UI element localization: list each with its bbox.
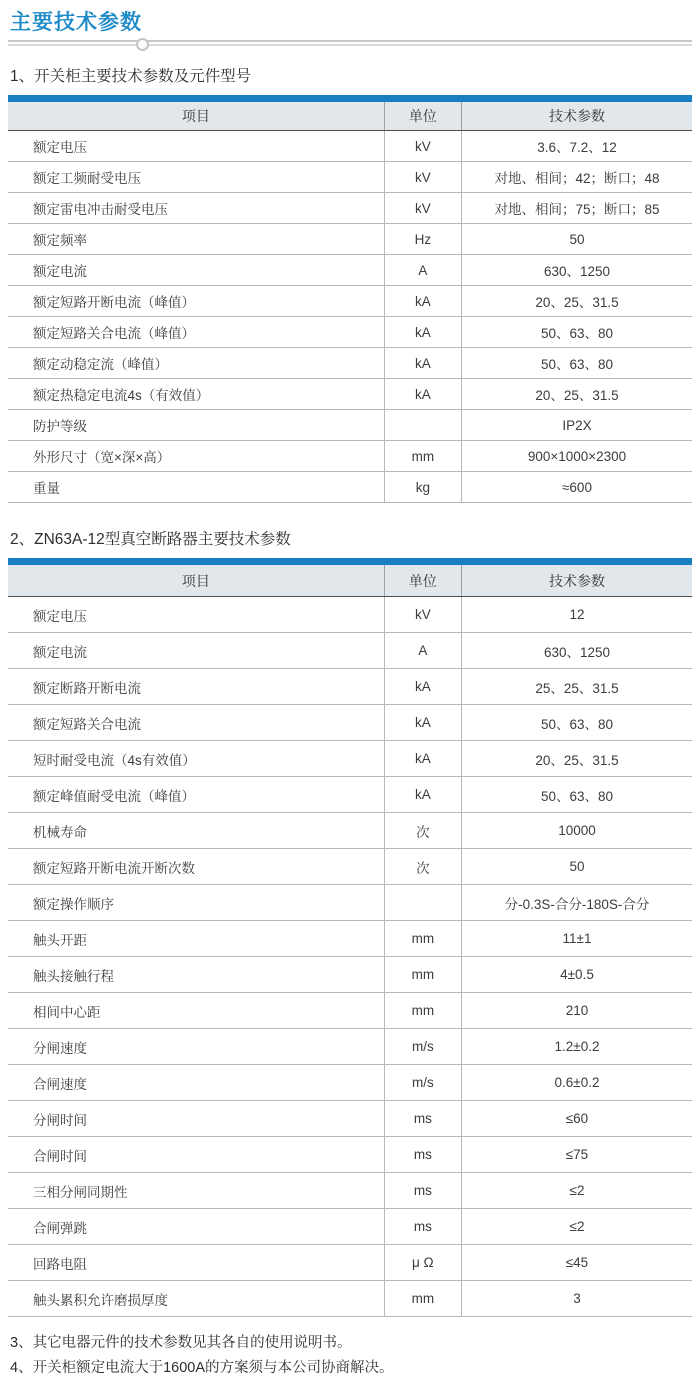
- param-value: 20、25、31.5: [461, 741, 692, 777]
- param-value: 10000: [461, 813, 692, 849]
- param-unit: 次: [384, 813, 461, 849]
- param-unit: mm: [384, 921, 461, 957]
- param-value: 210: [461, 993, 692, 1029]
- param-value: ≤2: [461, 1209, 692, 1245]
- param-value: 11±1: [461, 921, 692, 957]
- table-header-row: [8, 565, 692, 597]
- footer-notes: [10, 1331, 692, 1381]
- table-row: [8, 597, 692, 633]
- column-header-unit: 单位: [384, 102, 461, 131]
- catalog-page: [0, 9, 700, 1381]
- param-label: 相间中心距: [8, 993, 384, 1029]
- param-unit: kV: [384, 162, 461, 193]
- note-3: 3、其它电器元件的技术参数见其各自的使用说明书。: [10, 1335, 352, 1351]
- column-header-value: 技术参数: [461, 565, 692, 597]
- table-row: [8, 193, 692, 224]
- param-label: 额定断路开断电流: [8, 669, 384, 705]
- table-row: [8, 1101, 692, 1137]
- param-label: 额定工频耐受电压: [8, 162, 384, 193]
- param-label: 合闸速度: [8, 1065, 384, 1101]
- table-row: [8, 849, 692, 885]
- table-row: [8, 131, 692, 162]
- table-row: [8, 741, 692, 777]
- param-value: 50、63、80: [461, 777, 692, 813]
- divider-circle-ornament: [136, 38, 149, 51]
- table-row: [8, 1245, 692, 1281]
- param-unit: kA: [384, 379, 461, 410]
- param-label: 外形尺寸（宽×深×高）: [8, 441, 384, 472]
- table-row: [8, 255, 692, 286]
- param-label: 额定短路开断电流开断次数: [8, 849, 384, 885]
- param-unit: kg: [384, 472, 461, 503]
- table-row: [8, 921, 692, 957]
- param-unit: A: [384, 633, 461, 669]
- param-label: 额定雷电冲击耐受电压: [8, 193, 384, 224]
- table-row: [8, 993, 692, 1029]
- param-unit: 次: [384, 849, 461, 885]
- param-value: 4±0.5: [461, 957, 692, 993]
- param-value: 630、1250: [461, 255, 692, 286]
- param-unit: kA: [384, 348, 461, 379]
- param-unit: μ Ω: [384, 1245, 461, 1281]
- param-label: 合闸弹跳: [8, 1209, 384, 1245]
- param-unit: kA: [384, 705, 461, 741]
- param-label: 三相分闸同期性: [8, 1173, 384, 1209]
- param-unit: kV: [384, 131, 461, 162]
- param-label: 回路电阻: [8, 1245, 384, 1281]
- param-value: 20、25、31.5: [461, 286, 692, 317]
- param-value: 50、63、80: [461, 705, 692, 741]
- table-row: [8, 1029, 692, 1065]
- param-label: 合闸时间: [8, 1137, 384, 1173]
- section-1-heading: 1、开关柜主要技术参数及元件型号: [10, 68, 252, 85]
- param-value: 3.6、7.2、12: [461, 131, 692, 162]
- param-label: 额定峰值耐受电流（峰值）: [8, 777, 384, 813]
- param-label: 额定电压: [8, 131, 384, 162]
- table-row: [8, 410, 692, 441]
- table-row: [8, 813, 692, 849]
- param-value: ≤75: [461, 1137, 692, 1173]
- param-label: 防护等级: [8, 410, 384, 441]
- param-label: 触头开距: [8, 921, 384, 957]
- param-label: 额定电流: [8, 255, 384, 286]
- column-header-value: 技术参数: [461, 102, 692, 131]
- param-unit: Hz: [384, 224, 461, 255]
- table-accent-bar: [8, 558, 692, 565]
- param-label: 分闸时间: [8, 1101, 384, 1137]
- param-value: 900×1000×2300: [461, 441, 692, 472]
- param-label: 额定电压: [8, 597, 384, 633]
- param-unit: m/s: [384, 1029, 461, 1065]
- table-row: [8, 162, 692, 193]
- param-unit: kA: [384, 286, 461, 317]
- param-unit: mm: [384, 993, 461, 1029]
- param-value: 50、63、80: [461, 348, 692, 379]
- title-divider: [8, 40, 692, 46]
- section-2-heading: 2、ZN63A-12型真空断路器主要技术参数: [10, 531, 291, 548]
- table-row: [8, 705, 692, 741]
- param-label: 额定频率: [8, 224, 384, 255]
- table-row: [8, 441, 692, 472]
- param-unit: kA: [384, 317, 461, 348]
- table-row: [8, 317, 692, 348]
- param-unit: mm: [384, 441, 461, 472]
- param-unit: m/s: [384, 1065, 461, 1101]
- param-value: IP2X: [461, 410, 692, 441]
- param-unit: ms: [384, 1209, 461, 1245]
- param-unit: mm: [384, 1281, 461, 1317]
- param-unit: ms: [384, 1173, 461, 1209]
- param-unit: A: [384, 255, 461, 286]
- table-row: [8, 472, 692, 503]
- param-unit: ms: [384, 1137, 461, 1173]
- param-value: 3: [461, 1281, 692, 1317]
- param-value: ≤60: [461, 1101, 692, 1137]
- table-row: [8, 633, 692, 669]
- table-row: [8, 885, 692, 921]
- param-unit: [384, 885, 461, 921]
- param-value: 12: [461, 597, 692, 633]
- table-row: [8, 348, 692, 379]
- table-row: [8, 777, 692, 813]
- param-value: 0.6±0.2: [461, 1065, 692, 1101]
- param-label: 触头接触行程: [8, 957, 384, 993]
- param-value: 50、63、80: [461, 317, 692, 348]
- param-unit: kA: [384, 777, 461, 813]
- param-value: 分-0.3S-合分-180S-合分: [461, 885, 692, 921]
- table-row: [8, 286, 692, 317]
- param-label: 短时耐受电流（4s有效值）: [8, 741, 384, 777]
- table-row: [8, 379, 692, 410]
- switchgear-parameters-table: [8, 95, 692, 503]
- param-label: 触头累积允许磨损厚度: [8, 1281, 384, 1317]
- param-unit: [384, 410, 461, 441]
- param-label: 额定短路关合电流（峰值）: [8, 317, 384, 348]
- param-label: 重量: [8, 472, 384, 503]
- column-header-unit: 单位: [384, 565, 461, 597]
- param-label: 分闸速度: [8, 1029, 384, 1065]
- param-value: 25、25、31.5: [461, 669, 692, 705]
- param-value: ≤2: [461, 1173, 692, 1209]
- param-value: 对地、相间；75；断口；85: [461, 193, 692, 224]
- param-value: 20、25、31.5: [461, 379, 692, 410]
- table-accent-bar: [8, 95, 692, 102]
- param-value: 对地、相间；42；断口；48: [461, 162, 692, 193]
- table-row: [8, 1137, 692, 1173]
- param-unit: kA: [384, 669, 461, 705]
- param-label: 额定热稳定电流4s（有效值）: [8, 379, 384, 410]
- param-label: 额定电流: [8, 633, 384, 669]
- param-label: 额定操作顺序: [8, 885, 384, 921]
- param-value: 50: [461, 849, 692, 885]
- param-unit: kV: [384, 597, 461, 633]
- table-row: [8, 1209, 692, 1245]
- table-row: [8, 1173, 692, 1209]
- param-label: 额定动稳定流（峰值）: [8, 348, 384, 379]
- note-4: 4、开关柜额定电流大于1600A的方案须与本公司协商解决。: [10, 1360, 394, 1376]
- breaker-parameters-table: [8, 558, 692, 1317]
- table-row: [8, 1281, 692, 1317]
- param-value: 50: [461, 224, 692, 255]
- param-value: 1.2±0.2: [461, 1029, 692, 1065]
- table-row: [8, 1065, 692, 1101]
- param-unit: mm: [384, 957, 461, 993]
- table-row: [8, 224, 692, 255]
- param-label: 额定短路开断电流（峰值）: [8, 286, 384, 317]
- param-label: 机械寿命: [8, 813, 384, 849]
- param-unit: kA: [384, 741, 461, 777]
- table-header-row: [8, 102, 692, 131]
- column-header-item: 项目: [8, 102, 384, 131]
- param-unit: kV: [384, 193, 461, 224]
- param-unit: ms: [384, 1101, 461, 1137]
- table-row: [8, 957, 692, 993]
- column-header-item: 项目: [8, 565, 384, 597]
- param-value: ≈600: [461, 472, 692, 503]
- param-label: 额定短路关合电流: [8, 705, 384, 741]
- page-title: 主要技术参数: [10, 11, 142, 34]
- param-value: ≤45: [461, 1245, 692, 1281]
- param-value: 630、1250: [461, 633, 692, 669]
- table-row: [8, 669, 692, 705]
